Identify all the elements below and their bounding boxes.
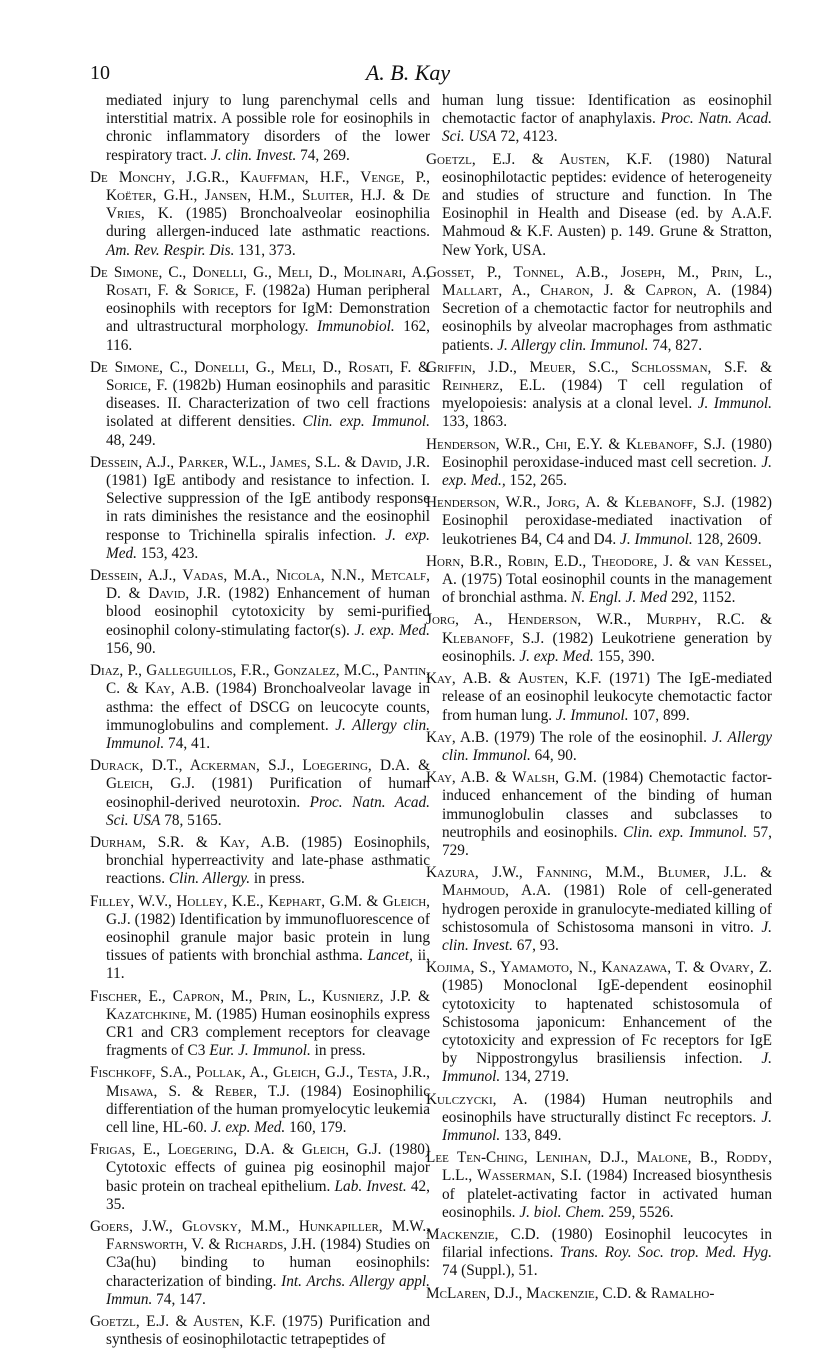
reference-entry xyxy=(90,567,430,658)
reference-authors: Durack, D.T., Ackerman, S.J., Loegering, D.A. & Gleich, G.J. xyxy=(90,757,430,793)
reference-volume-pages: 74, 827. xyxy=(652,336,703,354)
reference-authors: De Simone, C., Donelli, G., Meli, D., Rosati, F. & Sorice, F. xyxy=(90,358,430,395)
reference-journal: J. exp. Med. xyxy=(519,647,594,665)
reference-authors: Dessein, A.J., Vadas, M.A., Nicola, N.N., Metcalf, D. & David, J.R. xyxy=(90,567,430,603)
reference-authors: Jorg, A., Henderson, W.R., Murphy, R.C. & Klebanoff, S.J. xyxy=(426,611,772,647)
reference-entry xyxy=(426,1285,772,1303)
reference-volume-pages: 78, 5165. xyxy=(164,811,222,829)
reference-journal: J. exp. Med. xyxy=(106,526,431,562)
reference-journal: Eur. J. Immunol. xyxy=(209,1042,311,1060)
reference-volume-pages: in press. xyxy=(253,870,305,888)
reference-text: (1984) Chemotactic factor-induced enhancement of the binding of human immunoglobulin classes and subclasses to neutrophils and eosinophils. xyxy=(442,769,772,841)
reference-journal: Am. Rev. Respir. Dis. xyxy=(106,241,235,259)
reference-entry xyxy=(426,1091,772,1146)
reference-text: (1982) Identification by immunofluorescence of eosinophil granule major basic protein in lung tissues of patients with bronchial asthma. xyxy=(106,910,430,965)
reference-volume-pages: 152, 265. xyxy=(509,472,567,490)
reference-text: (1971) The IgE-mediated release of an eosinophil leukocyte chemotactic factor from human lung. xyxy=(442,670,772,724)
reference-authors: Kay, A.B. xyxy=(426,728,489,746)
reference-entry xyxy=(426,359,772,432)
reference-authors: Goers, J.W., Glovsky, M.M., Hunkapiller, M.W., Farnsworth, V. & Richards, J.H. xyxy=(90,1217,430,1254)
reference-volume-pages: ii, 11. xyxy=(106,947,431,983)
reference-authors: Mackenzie, C.D. xyxy=(426,1225,540,1243)
reference-entry xyxy=(90,92,430,165)
reference-volume-pages: 133, 849. xyxy=(504,1126,562,1144)
reference-text: (1985) Monoclonal IgE-dependent eosinophil cytotoxicity to haptenated schistosomula of Schistosoma japonicum: Enhancement of the cytotoxicity and expression of Fc receptors for IgE by Nippostrongylus brasiliensis infection. xyxy=(442,977,772,1068)
reference-authors: Horn, B.R., Robin, E.D., Theodore, J. & van Kessel, A. xyxy=(426,552,772,589)
reference-entry xyxy=(90,1218,430,1309)
reference-authors: Henderson, W.R., Chi, E.Y. & Klebanoff, S.J. xyxy=(426,435,726,453)
reference-volume-pages: in press. xyxy=(314,1042,366,1060)
reference-journal: J. clin. Invest. xyxy=(442,918,772,954)
reference-volume-pages: 156, 90. xyxy=(106,639,156,657)
reference-journal: J. biol. Chem. xyxy=(519,1203,605,1221)
reference-entry xyxy=(90,834,430,889)
reference-volume-pages: 259, 5526. xyxy=(608,1203,674,1221)
reference-authors: Durham, S.R. & Kay, A.B. xyxy=(90,833,290,851)
reference-volume-pages: 128, 2609. xyxy=(696,530,762,548)
reference-volume-pages: 292, 1152. xyxy=(670,589,736,607)
reference-journal: Int. Archs. Allergy appl. Immun. xyxy=(106,1272,431,1308)
reference-entry xyxy=(90,893,430,984)
reference-entry xyxy=(426,729,772,765)
reference-journal: J. clin. Invest. xyxy=(210,146,297,164)
reference-authors: Kazura, J.W., Fanning, M.M., Blumer, J.L. & Mahmoud, A.A. xyxy=(426,864,772,900)
reference-text: (1975) Purification and synthesis of eosinophilotactic tetrapeptides of xyxy=(106,1313,430,1349)
reference-text: (1982b) Human eosinophils and parasitic diseases. II. Characterization of two cell fractions isolated at different densities. xyxy=(106,377,431,431)
reference-journal: J. Allergy clin. Immunol. xyxy=(106,716,430,752)
right-reference-column xyxy=(426,92,772,1307)
reference-volume-pages: 42, 35. xyxy=(106,1177,430,1213)
reference-volume-pages: 67, 93. xyxy=(516,936,559,954)
reference-volume-pages: 74 (Suppl.), 51. xyxy=(442,1262,538,1280)
reference-text: (1980) Cytotoxic effects of guinea pig eosinophil major basic protein on tracheal epithelium. xyxy=(106,1141,431,1195)
page-number: 10 xyxy=(90,62,110,84)
reference-entry xyxy=(426,611,772,666)
reference-journal: Proc. Natn. Acad. Sci. USA xyxy=(106,793,431,829)
reference-volume-pages: 74, 269. xyxy=(300,146,350,164)
reference-journal: N. Engl. J. Med xyxy=(571,589,668,607)
reference-text: (1984) Bronchoalveolar lavage in asthma: the effect of DSCG on leucocyte counts, immunoglobulins and complement. xyxy=(106,680,431,734)
reference-volume-pages: 153, 423. xyxy=(140,544,199,562)
reference-text: (1985) Human eosinophils express CR1 and CR3 complement receptors for cleavage fragments of C3 xyxy=(106,1005,431,1060)
reference-journal: Clin. exp. Immunol. xyxy=(302,413,430,431)
reference-volume-pages: 162, 116. xyxy=(106,318,430,354)
reference-journal: Proc. Natn. Acad. Sci. USA xyxy=(442,110,772,146)
reference-authors: Goetzl, E.J. & Austen, K.F. xyxy=(426,150,653,168)
reference-volume-pages: 72, 4123. xyxy=(500,128,558,146)
reference-text: (1984) Increased biosynthesis of platelet-activating factor in activated human eosinophils. xyxy=(442,1167,773,1221)
reference-journal: Lab. Invest. xyxy=(334,1177,407,1195)
reference-entry xyxy=(426,959,772,1086)
reference-entry xyxy=(426,1226,772,1281)
reference-journal: J. Immunol. xyxy=(620,530,693,548)
reference-authors: Frigas, E., Loegering, D.A. & Gleich, G.J. xyxy=(90,1141,382,1159)
reference-journal: Clin. exp. Immunol. xyxy=(622,823,748,841)
reference-volume-pages: 133, 1863. xyxy=(442,413,508,431)
reference-volume-pages: 74, 41. xyxy=(168,734,211,752)
reference-authors: Lee Ten-Ching, Lenihan, D.J., Malone, B., Roddy, L.L., Wasserman, S.I. xyxy=(426,1149,772,1185)
reference-authors: De Simone, C., Donelli, G., Meli, D., Molinari, A., Rosati, F. & Sorice, F. xyxy=(90,263,430,300)
reference-journal: Lancet, xyxy=(367,947,413,965)
reference-authors: Kay, A.B. & Austen, K.F. xyxy=(426,670,602,688)
reference-journal: J. Immunol. xyxy=(442,1050,772,1086)
reference-entry xyxy=(426,553,772,608)
reference-journal: Immunobiol. xyxy=(316,318,395,336)
reference-volume-pages: 64, 90. xyxy=(534,746,577,764)
reference-entry xyxy=(90,1064,430,1137)
reference-text: (1982) Enhancement of human blood eosinophil cytotoxicity by semi-purified eosinophil colony-stimulating factor(s). xyxy=(106,585,431,639)
reference-journal: J. Immunol. xyxy=(555,706,629,724)
left-reference-column xyxy=(90,92,430,1353)
reference-entry xyxy=(90,169,430,260)
reference-text: (1979) The role of the eosinophil. xyxy=(494,728,707,746)
reference-authors: Gosset, P., Tonnel, A.B., Joseph, M., Prin, L., Mallart, A., Charon, J. & Capron, A. xyxy=(426,263,772,300)
reference-journal: J. exp. Med. xyxy=(210,1118,286,1136)
reference-text: (1984) Studies on C3a(hu) binding to human eosinophils: characterization of binding. xyxy=(106,1236,431,1290)
reference-entry xyxy=(90,359,430,450)
reference-authors: Diaz, P., Galleguillos, F.R., Gonzalez, M.C., Pantin, C. & Kay, A.B. xyxy=(90,662,430,698)
reference-text: (1980) Eosinophil peroxidase-induced mast cell secretion. xyxy=(442,435,772,471)
reference-authors: McLaren, D.J., Mackenzie, C.D. & Ramalho- xyxy=(426,1284,715,1302)
reference-text: (1981) Role of cell-generated hydrogen peroxide in granulocyte-mediated killing of schistosomula of Schistosoma mansoni in vitro. xyxy=(442,882,772,936)
reference-text: (1981) Purification of human eosinophil-derived neurotoxin. xyxy=(106,775,430,811)
reference-volume-pages: 74, 147. xyxy=(156,1290,206,1308)
reference-authors: Fischkoff, S.A., Pollak, A., Gleich, G.J., Testa, J.R., Misawa, S. & Reber, T.J. xyxy=(90,1064,430,1100)
reference-authors: Kojima, S., Yamamoto, N., Kanazawa, T. & Ovary, Z. xyxy=(426,959,772,977)
reference-authors: Goetzl, E.J. & Austen, K.F. xyxy=(90,1313,276,1330)
reference-journal: J. exp. Med., xyxy=(442,453,773,490)
reference-text: (1982) Leukotriene generation by eosinophils. xyxy=(442,629,772,665)
reference-text: (1982a) Human peripheral eosinophils with receptors for IgM: Demonstration and ultrastructural morphology. xyxy=(106,282,431,336)
reference-journal: Trans. Roy. Soc. trop. Med. Hyg. xyxy=(559,1244,772,1262)
reference-volume-pages: 57, 729. xyxy=(442,823,772,859)
reference-text: (1984) Eosinophilic differentiation of the human promyelocytic leukemia cell line, HL-60. xyxy=(106,1082,431,1136)
reference-volume-pages: 131, 373. xyxy=(238,241,296,259)
reference-journal: Clin. Allergy. xyxy=(168,870,251,888)
reference-entry xyxy=(426,494,772,549)
reference-text: mediated injury to lung parenchymal cells and interstitial matrix. A possible role for eosinophils in chronic inflammatory disorders of the lower respiratory tract. xyxy=(106,92,430,164)
reference-text: (1982) Eosinophil peroxidase-mediated inactivation of leukotrienes B4, C4 and D4. xyxy=(442,494,772,548)
reference-text: (1985) Bronchoalveolar eosinophilia during allergen-induced late asthmatic reactions. xyxy=(106,205,430,241)
reference-volume-pages: 160, 179. xyxy=(289,1118,347,1136)
reference-journal: J. Allergy clin. Immunol. xyxy=(497,336,649,354)
reference-entry xyxy=(90,662,430,753)
reference-volume-pages: 155, 390. xyxy=(597,647,655,665)
reference-authors: Fischer, E., Capron, M., Prin, L., Kusnierz, J.P. & Kazatchkine, M. xyxy=(90,987,430,1023)
reference-text: (1981) IgE antibody and resistance to infection. I. Selective suppression of the IgE antibody response in rats diminishes the resistance and the eosinophil response to Trichinella spiralis infection. xyxy=(106,472,430,544)
reference-authors: Griffin, J.D., Meuer, S.C., Schlossman, S.F. & Reinherz, E.L. xyxy=(426,358,772,395)
running-head: A. B. Kay xyxy=(365,60,451,85)
reference-text: (1980) Natural eosinophilotactic peptides: evidence of heterogeneity and studies of structure and function. In The Eosinophil in Health and Disease (ed. by A.A.F. Mahmoud & K.F. Austen) p. 149. Grune & Stratton, New York, USA. xyxy=(442,150,772,259)
reference-entry xyxy=(90,1313,430,1349)
reference-text: (1975) Total eosinophil counts in the management of bronchial asthma. xyxy=(442,571,773,607)
reference-authors: De Monchy, J.G.R., Kauffman, H.F., Venge, P., Koëter, G.H., Jansen, H.M., Sluiter, H.J. & De Vries, K. xyxy=(90,168,430,223)
reference-entry xyxy=(426,264,772,355)
reference-text: (1980) Eosinophil leucocytes in filarial infections. xyxy=(442,1225,772,1262)
reference-authors: Filley, W.V., Holley, K.E., Kephart, G.M. & Gleich, G.J. xyxy=(90,892,430,928)
reference-text: (1984) T cell regulation of myelopoiesis: analysis at a clonal level. xyxy=(442,377,772,413)
reference-volume-pages: 107, 899. xyxy=(632,706,690,724)
reference-entry xyxy=(426,864,772,955)
reference-entry xyxy=(426,436,772,491)
reference-volume-pages: 48, 249. xyxy=(106,431,156,449)
reference-entry xyxy=(426,769,772,860)
reference-authors: Kay, A.B. & Walsh, G.M. xyxy=(426,769,597,787)
reference-journal: J. Allergy clin. Immunol. xyxy=(442,728,773,764)
reference-text: (1984) Secretion of a chemotactic factor for neutrophils and eosinophils by alveolar macrophages from asthmatic patients. xyxy=(442,282,772,354)
reference-authors: Kulczycki, A. xyxy=(426,1090,528,1108)
reference-journal: J. Immunol. xyxy=(697,395,772,413)
reference-entry xyxy=(426,92,772,147)
reference-entry xyxy=(426,151,772,260)
reference-text: (1985) Eosinophils, bronchial hyperreactivity and late-phase asthmatic reactions. xyxy=(106,833,430,888)
page-header xyxy=(0,62,816,92)
reference-entry xyxy=(90,757,430,830)
reference-journal: J. Immunol. xyxy=(442,1108,772,1144)
reference-authors: Dessein, A.J., Parker, W.L., James, S.L. & David, J.R. xyxy=(90,453,430,471)
reference-authors: Henderson, W.R., Jorg, A. & Klebanoff, S.J. xyxy=(426,494,725,512)
reference-journal: J. exp. Med. xyxy=(354,621,430,639)
reference-volume-pages: 134, 2719. xyxy=(504,1068,570,1086)
reference-entry xyxy=(90,454,430,563)
reference-entry xyxy=(90,1141,430,1214)
reference-text: (1984) Human neutrophils and eosinophils have structurally distinct Fc receptors. xyxy=(442,1090,772,1126)
reference-text: human lung tissue: Identification as eosinophil chemotactic factor of anaphylaxis. xyxy=(442,92,772,128)
reference-entry xyxy=(90,264,430,355)
reference-entry xyxy=(426,1149,772,1222)
reference-entry xyxy=(426,670,772,725)
reference-entry xyxy=(90,988,430,1061)
